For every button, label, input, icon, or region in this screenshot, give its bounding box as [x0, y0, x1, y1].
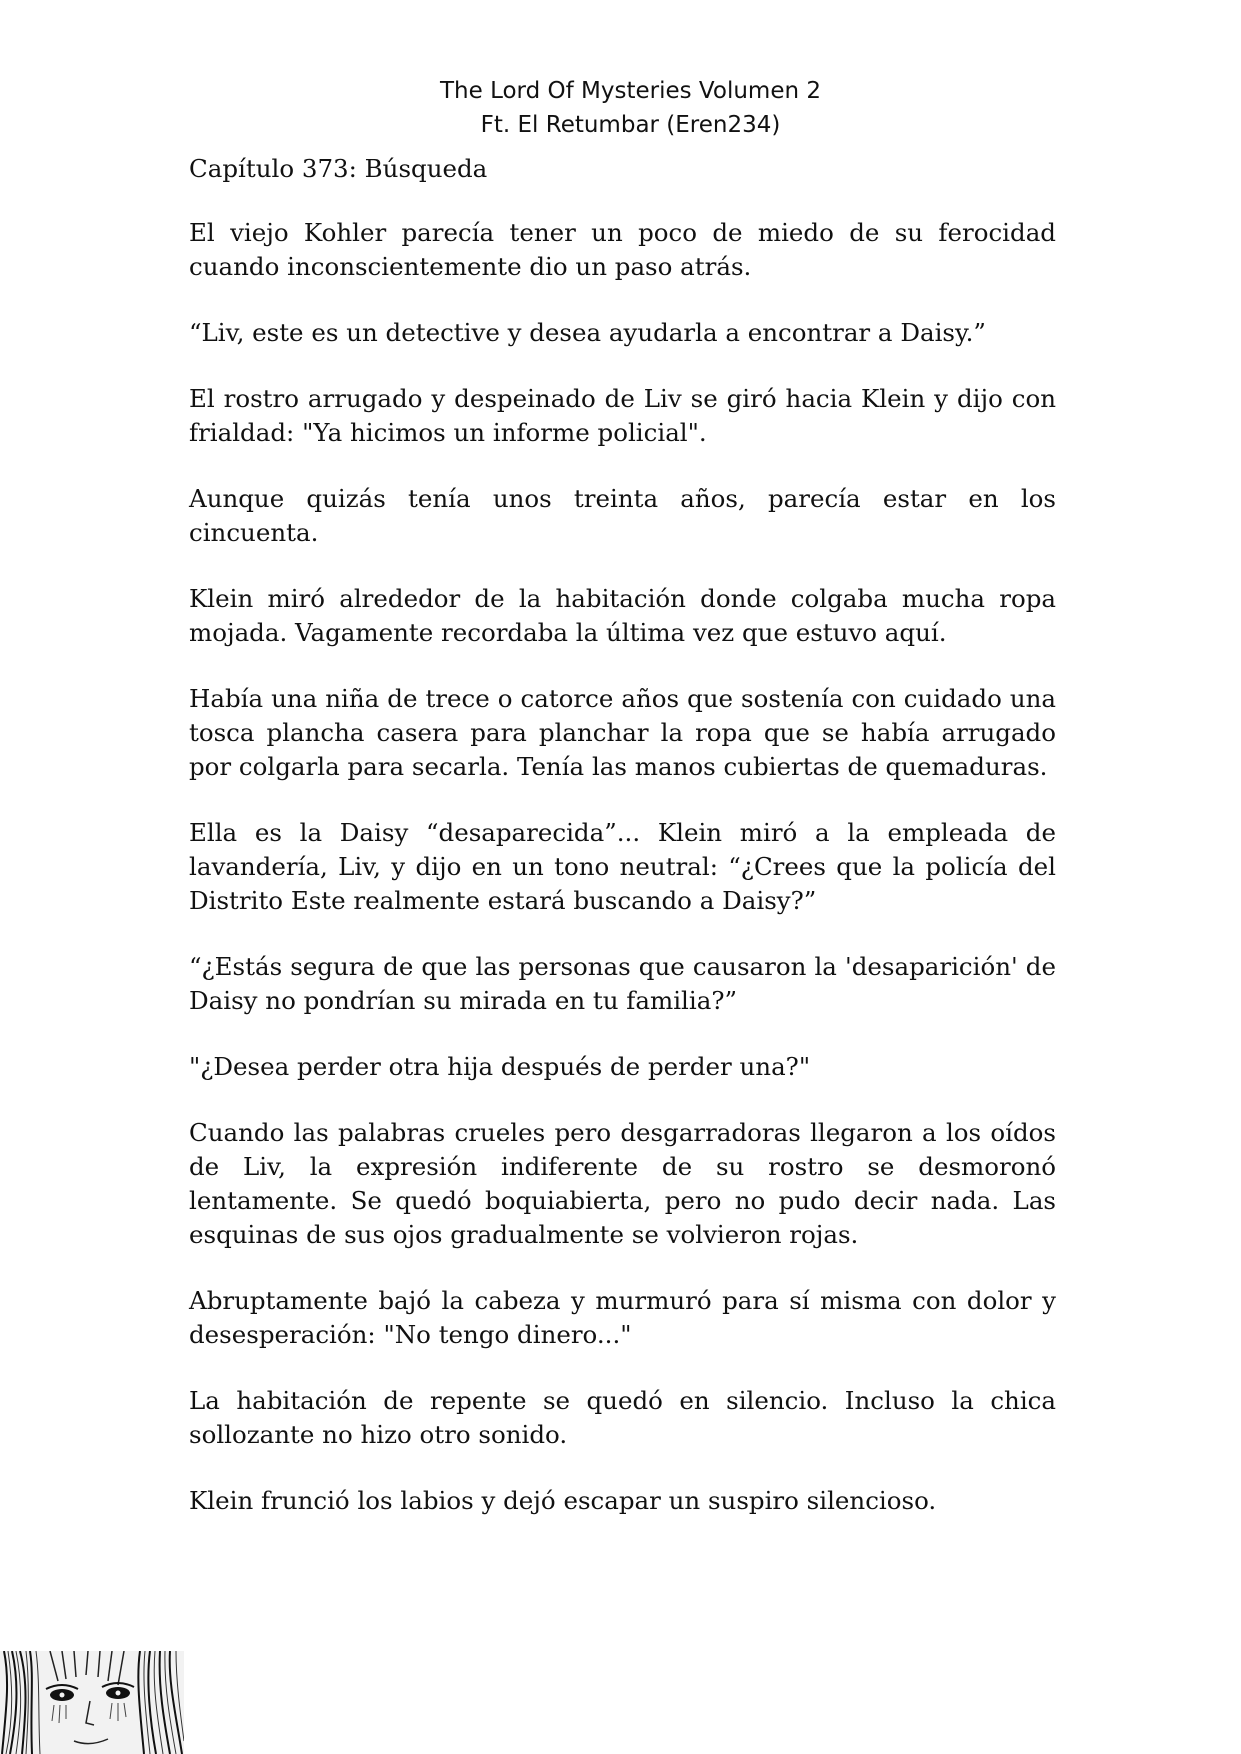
paragraph: Ella es la Daisy “desaparecida”... Klein miró a la empleada de lavandería, Liv, y dijo en un tono neutral: “¿Crees que la policía del Distrito Este realmente estará buscando a Daisy?”: [189, 818, 1056, 915]
paragraph: La habitación de repente se quedó en silencio. Incluso la chica sollozante no hizo otro sonido.: [189, 1386, 1056, 1449]
paragraph: Klein miró alrededor de la habitación donde colgaba mucha ropa mojada. Vagamente recordaba la última vez que estuvo aquí.: [189, 584, 1056, 647]
portrait-illustration: [0, 1651, 184, 1754]
header-credit: Ft. El Retumbar (Eren234): [480, 112, 781, 138]
paragraph: Abruptamente bajó la cabeza y murmuró para sí misma con dolor y desesperación: "No tengo dinero...": [189, 1286, 1056, 1349]
paragraph: "¿Desea perder otra hija después de perder una?": [189, 1052, 811, 1081]
paragraph: “Liv, este es un detective y desea ayudarla a encontrar a Daisy.”: [189, 318, 986, 347]
page-header: [0, 74, 1241, 142]
document-body: [189, 152, 1056, 1550]
manga-portrait-image: [0, 1651, 184, 1754]
paragraph: “¿Estás segura de que las personas que causaron la 'desaparición' de Daisy no pondrían su mirada en tu familia?”: [189, 952, 1056, 1015]
paragraph: El rostro arrugado y despeinado de Liv se giró hacia Klein y dijo con frialdad: "Ya hicimos un informe policial".: [189, 384, 1056, 447]
paragraph: El viejo Kohler parecía tener un poco de miedo de su ferocidad cuando inconscientemente dio un paso atrás.: [189, 218, 1056, 281]
chapter-title: Capítulo 373: Búsqueda: [189, 154, 488, 183]
paragraph: Había una niña de trece o catorce años que sostenía con cuidado una tosca plancha casera para planchar la ropa que se había arrugado por colgarla para secarla. Tenía las manos cubiertas de quemaduras.: [189, 684, 1056, 781]
paragraph: Klein frunció los labios y dejó escapar un suspiro silencioso.: [189, 1486, 937, 1515]
paragraph: Cuando las palabras crueles pero desgarradoras llegaron a los oídos de Liv, la expresión indiferente de su rostro se desmoronó lentamente. Se quedó boquiabierta, pero no pudo decir nada. Las esquinas de sus ojos gradualmente se volvieron rojas.: [189, 1118, 1056, 1249]
header-title: The Lord Of Mysteries Volumen 2: [439, 78, 821, 104]
paragraph: Aunque quizás tenía unos treinta años, parecía estar en los cincuenta.: [189, 484, 1056, 547]
